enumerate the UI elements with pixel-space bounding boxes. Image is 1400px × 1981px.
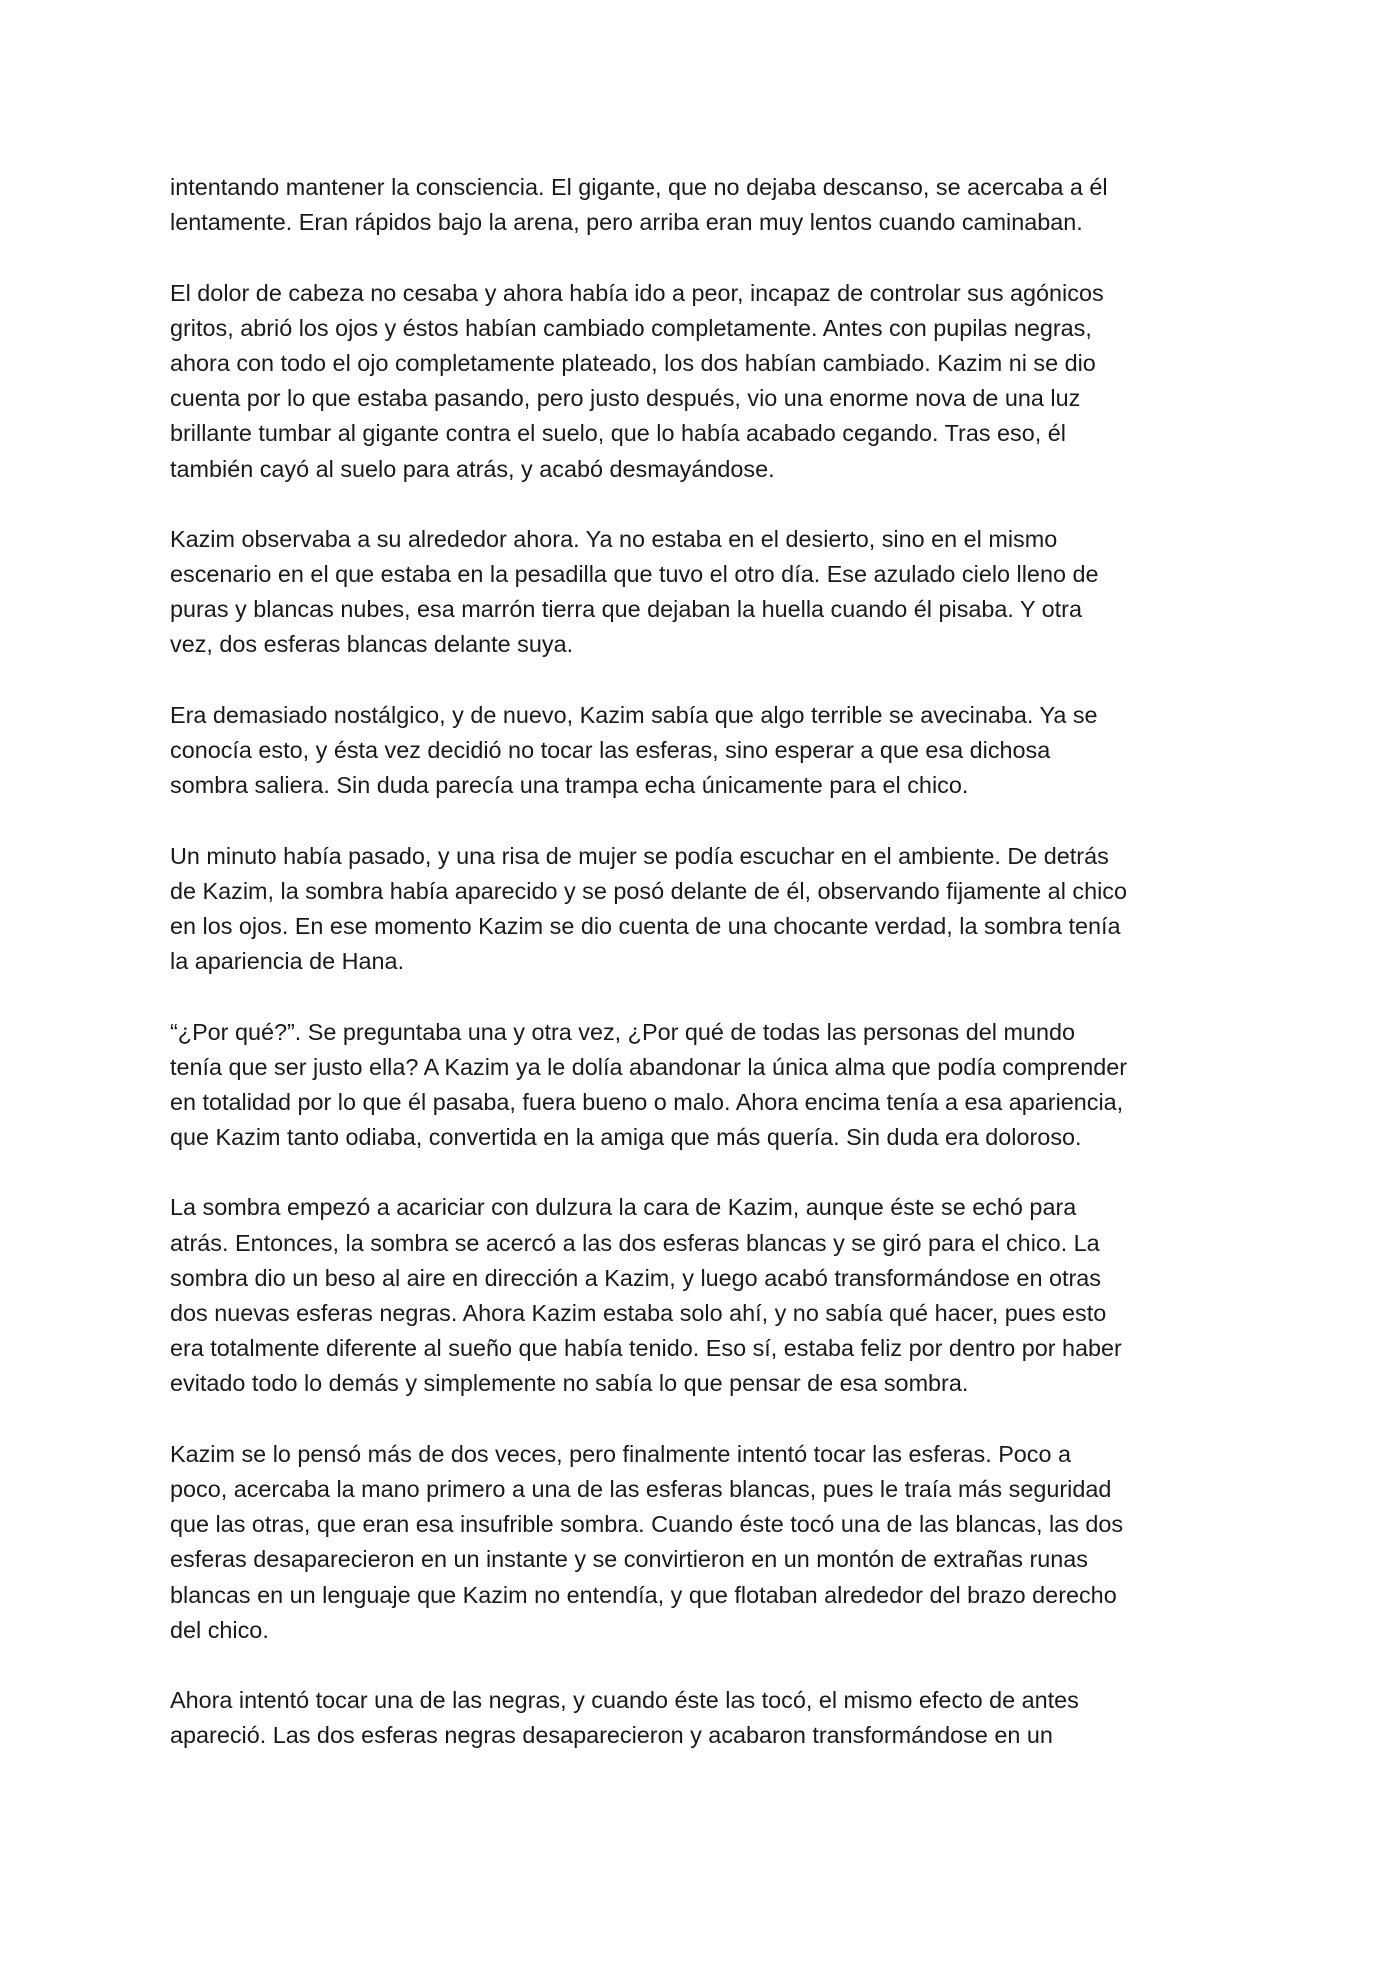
text-line: poco, acercaba la mano primero a una de las esferas blancas, pues le traía más seguridad	[170, 1475, 1112, 1502]
paragraph	[170, 170, 1250, 240]
paragraph-gap	[170, 1648, 1250, 1683]
text-line: de Kazim, la sombra había aparecido y se posó delante de él, observando fijamente al chico	[170, 877, 1127, 904]
text-line: cuenta por lo que estaba pasando, pero justo después, vio una enorme nova de una luz	[170, 385, 1081, 412]
text-line: del chico.	[170, 1616, 269, 1643]
text-line: dos nuevas esferas negras. Ahora Kazim estaba solo ahí, y no sabía qué hacer, pues esto	[170, 1300, 1107, 1326]
text-line: sombra saliera. Sin duda parecía una trampa echa únicamente para el chico.	[170, 772, 969, 799]
text-line: sombra dio un beso al aire en dirección a Kazim, y luego acabó transformándose en otras	[170, 1264, 1101, 1291]
text-line: tenía que ser justo ella? A Kazim ya le dolía abandonar la única alma que podía comprender	[170, 1053, 1128, 1080]
text-line: conocía esto, y ésta vez decidió no tocar las esferas, sino esperar a que esa dichosa	[170, 737, 1051, 763]
paragraph	[170, 1437, 1250, 1648]
text-line: puras y blancas nubes, esa marrón tierra que dejaban la huella cuando él pisaba. Y otra	[170, 596, 1082, 623]
text-line: en totalidad por lo que él pasaba, fuera bueno o malo. Ahora encima tenía a esa apariencia,	[170, 1088, 1124, 1115]
text-line: Ahora intentó tocar una de las negras, y cuando éste las tocó, el mismo efecto de antes	[170, 1687, 1079, 1714]
text-line: Kazim se lo pensó más de dos veces, pero finalmente intentó tocar las esferas. Poco a	[170, 1440, 1072, 1467]
document-body	[170, 170, 1250, 1753]
text-line: que las otras, que eran esa insufrible sombra. Cuando éste tocó una de las blancas, las dos	[170, 1511, 1124, 1538]
paragraph	[170, 698, 1250, 804]
text-line: esferas desaparecieron en un instante y se convirtieron en un montón de extrañas runas	[170, 1546, 1088, 1573]
text-line: gritos, abrió los ojos y éstos habían cambiado completamente. Antes con pupilas negras,	[170, 314, 1092, 341]
paragraph-gap	[170, 663, 1250, 698]
paragraph	[170, 839, 1250, 980]
paragraph-gap	[170, 240, 1250, 275]
paragraph-gap	[170, 979, 1250, 1014]
text-line: apareció. Las dos esferas negras desaparecieron y acabaron transformándose en un	[170, 1722, 1053, 1749]
paragraph-gap	[170, 1155, 1250, 1190]
text-line: que Kazim tanto odiaba, convertida en la amiga que más quería. Sin duda era doloroso.	[170, 1124, 1082, 1151]
paragraph	[170, 1683, 1250, 1753]
text-line: escenario en el que estaba en la pesadilla que tuvo el otro día. Ese azulado cielo lleno de	[170, 561, 1099, 588]
paragraph	[170, 1190, 1250, 1401]
paragraph	[170, 1015, 1250, 1156]
text-line: “¿Por qué?”. Se preguntaba una y otra vez, ¿Por qué de todas las personas del mundo	[170, 1018, 1075, 1045]
text-line: vez, dos esferas blancas delante suya.	[170, 631, 574, 658]
text-line: Kazim observaba a su alrededor ahora. Ya no estaba en el desierto, sino en el mismo	[170, 525, 1058, 552]
text-line: era totalmente diferente al sueño que había tenido. Eso sí, estaba feliz por dentro por haber	[170, 1335, 1122, 1362]
paragraph	[170, 522, 1250, 663]
text-line: El dolor de cabeza no cesaba y ahora había ido a peor, incapaz de controlar sus agónicos	[170, 279, 1104, 306]
text-line: intentando mantener la consciencia. El gigante, que no dejaba descanso, se acercaba a él	[170, 174, 1108, 200]
text-line: ahora con todo el ojo completamente plateado, los dos habían cambiado. Kazim ni se dio	[170, 349, 1096, 376]
text-line: brillante tumbar al gigante contra el suelo, que lo había acabado cegando. Tras eso, él	[170, 420, 1066, 447]
text-line: la apariencia de Hana.	[170, 948, 405, 975]
text-line: Un minuto había pasado, y una risa de mujer se podía escuchar en el ambiente. De detrás	[170, 842, 1109, 869]
text-line: atrás. Entonces, la sombra se acercó a las dos esferas blancas y se giró para el chico. La	[170, 1229, 1100, 1256]
text-line: evitado todo lo demás y simplemente no sabía lo que pensar de esa sombra.	[170, 1370, 969, 1397]
text-line: también cayó al suelo para atrás, y acabó desmayándose.	[170, 455, 775, 482]
paragraph-gap	[170, 1402, 1250, 1437]
text-line: La sombra empezó a acariciar con dulzura la cara de Kazim, aunque éste se echó para	[170, 1194, 1077, 1221]
paragraph-gap	[170, 487, 1250, 522]
text-line: blancas en un lenguaje que Kazim no entendía, y que flotaban alrededor del brazo derecho	[170, 1581, 1117, 1608]
paragraph	[170, 276, 1250, 487]
text-line: lentamente. Eran rápidos bajo la arena, pero arriba eran muy lentos cuando caminaban.	[170, 209, 1083, 236]
paragraph-gap	[170, 803, 1250, 838]
text-line: Era demasiado nostálgico, y de nuevo, Kazim sabía que algo terrible se avecinaba. Ya se	[170, 701, 1098, 728]
text-line: en los ojos. En ese momento Kazim se dio cuenta de una chocante verdad, la sombra tenía	[170, 912, 1121, 939]
